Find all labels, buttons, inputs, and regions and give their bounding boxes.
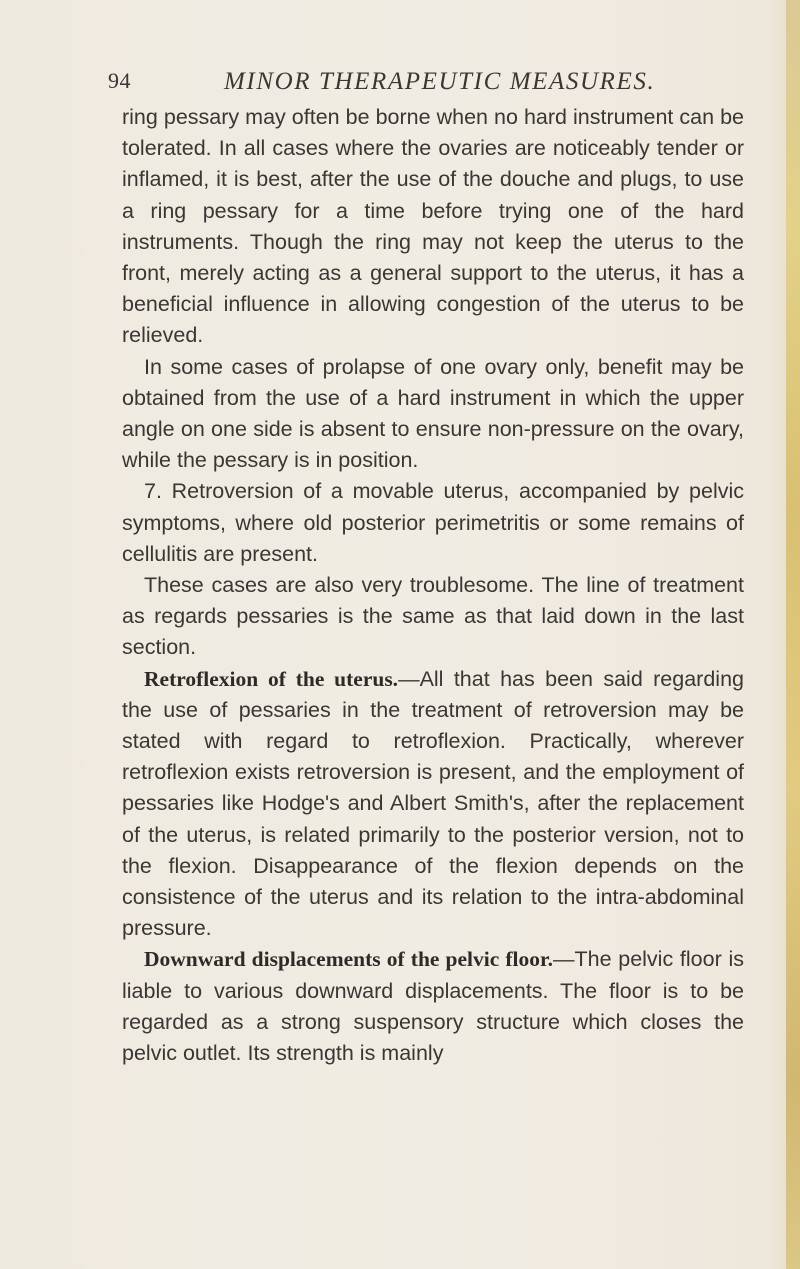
paragraph-5-text: —All that has been said regarding the use of pessaries in the treatment of retroversion may be stated with regard to retroflexion. Practically, wherever retroflexion exists retroversion is present, and the employment of pessaries like Hodge's and Albert Smith's, after the replacement of the uterus, is related primarily to the posterior version, not to the flexion. Disappearance of the flexion depends on the consistence of the uterus and its relation to the intra-abdominal pressure. <box>122 666 744 941</box>
paragraph-6-text: —The pelvic floor is liable to various downward displacements. The floor is to be regarded as a strong suspensory structure which closes the pelvic outlet. Its strength is mainly <box>122 947 744 1066</box>
page-edge <box>786 0 800 1269</box>
paragraph-3: 7. Retroversion of a movable uterus, accompanied by pelvic symptoms, where old posterior perimetritis or some remains of cellulitis are present. <box>122 479 744 566</box>
section-heading-downward-displacements: Downward displacements of the pelvic floor. <box>144 947 553 972</box>
paragraph-2: In some cases of prolapse of one ovary only, benefit may be obtained from the use of a hard instrument in which the upper angle on one side is absent to ensure non-pressure on the ovary, while the pessary is in position. <box>122 354 744 473</box>
paragraph-4: These cases are also very troublesome. The line of treatment as regards pessaries is the same as that laid down in the last section. <box>122 573 744 660</box>
running-head: MINOR THERAPEUTIC MEASURES. <box>224 68 656 95</box>
section-heading-retroflexion: Retroflexion of the uterus. <box>144 666 399 691</box>
paragraph-5 <box>122 664 744 945</box>
body-text <box>122 102 744 1069</box>
paragraph-1: ring pessary may often be borne when no hard instrument can be tolerated. In all cases where the ovaries are noticeably tender or inflamed, it is best, after the use of the douche and plugs, to use a ring pessary for a time before trying one of the hard instruments. Though the ring may not keep the uterus to the front, merely acting as a general support to the uterus, it has a beneficial influence in allowing congestion of the uterus to be relieved. <box>122 105 744 348</box>
page-number: 94 <box>108 68 131 93</box>
paragraph-6 <box>122 944 744 1069</box>
